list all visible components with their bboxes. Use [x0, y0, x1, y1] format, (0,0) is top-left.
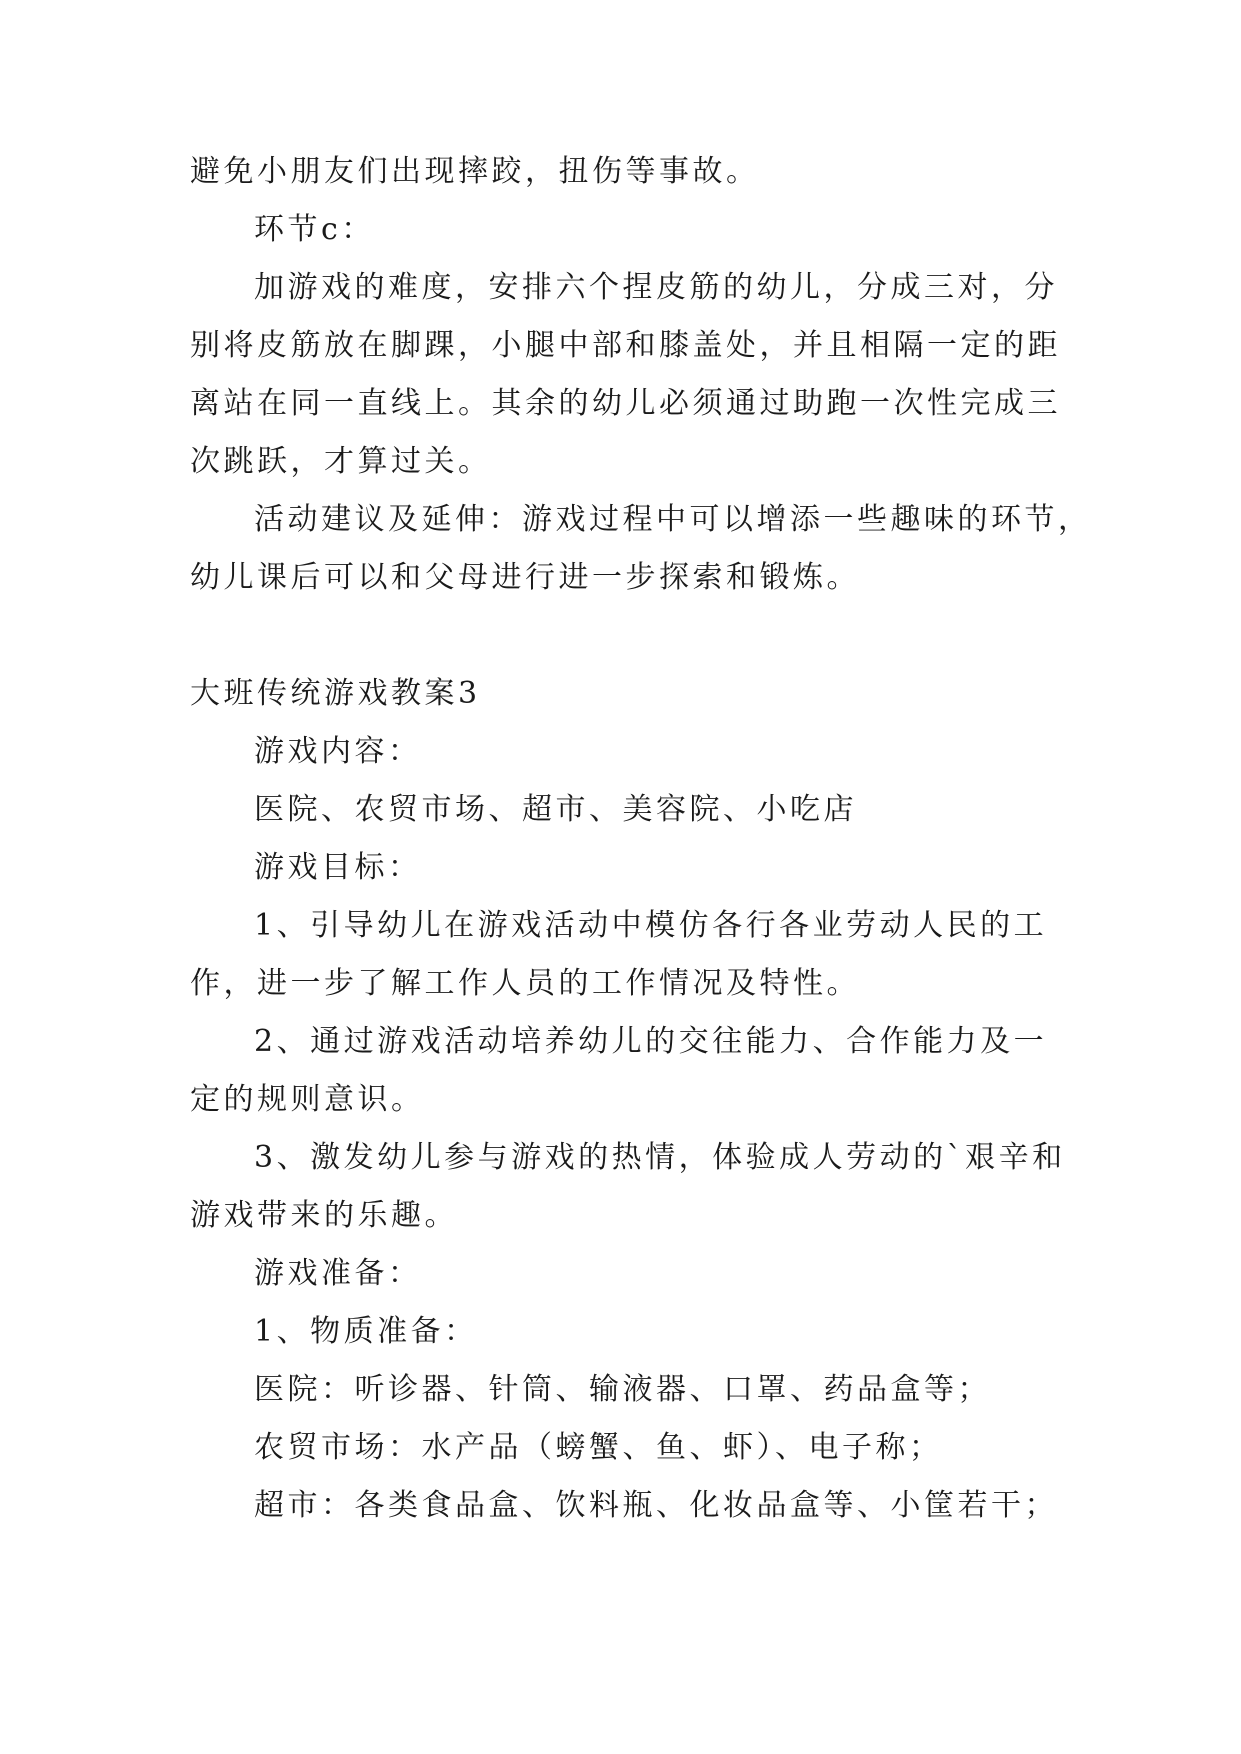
- paragraph-line: 作，进一步了解工作人员的工作情况及特性。: [190, 966, 860, 1001]
- paragraph-line: 离站在同一直线上。其余的幼儿必须通过助跑一次性完成三: [190, 386, 1061, 421]
- paragraph-line: 3、激发幼儿参与游戏的热情，体验成人劳动的`艰辛和: [254, 1140, 1066, 1175]
- paragraph-line: 活动建议及延伸：游戏过程中可以增添一些趣味的环节，: [254, 502, 1092, 537]
- paragraph-line: 幼儿课后可以和父母进行进一步探索和锻炼。: [190, 560, 860, 595]
- paragraph-line: 避免小朋友们出现摔跤，扭伤等事故。: [190, 154, 760, 189]
- paragraph-line: 农贸市场：水产品（螃蟹、鱼、虾）、电子称；: [254, 1430, 943, 1465]
- paragraph-line: 游戏目标：: [254, 850, 422, 885]
- section-heading: 大班传统游戏教案3: [190, 676, 481, 711]
- paragraph-line: 定的规则意识。: [190, 1082, 425, 1117]
- paragraph-line: 医院：听诊器、针筒、输液器、口罩、药品盒等；: [254, 1372, 991, 1407]
- paragraph-line: 环节c：: [254, 212, 375, 247]
- paragraph-line: 1、物质准备：: [254, 1314, 478, 1349]
- paragraph-line: 游戏内容：: [254, 734, 422, 769]
- paragraph-line: 游戏准备：: [254, 1256, 422, 1291]
- paragraph-line: 1、引导幼儿在游戏活动中模仿各行各业劳动人民的工: [254, 908, 1048, 943]
- paragraph-line: 医院、农贸市场、超市、美容院、小吃店: [254, 792, 857, 827]
- paragraph-line: 次跳跃，才算过关。: [190, 444, 492, 479]
- paragraph-line: 加游戏的难度，安排六个捏皮筋的幼儿，分成三对，分: [254, 270, 1058, 305]
- paragraph-line: 超市：各类食品盒、饮料瓶、化妆品盒等、小筐若干；: [254, 1488, 1058, 1523]
- paragraph-line: 游戏带来的乐趣。: [190, 1198, 458, 1233]
- paragraph-line: 2、通过游戏活动培养幼儿的交往能力、合作能力及一: [254, 1024, 1048, 1059]
- paragraph-line: 别将皮筋放在脚踝，小腿中部和膝盖处，并且相隔一定的距: [190, 328, 1061, 363]
